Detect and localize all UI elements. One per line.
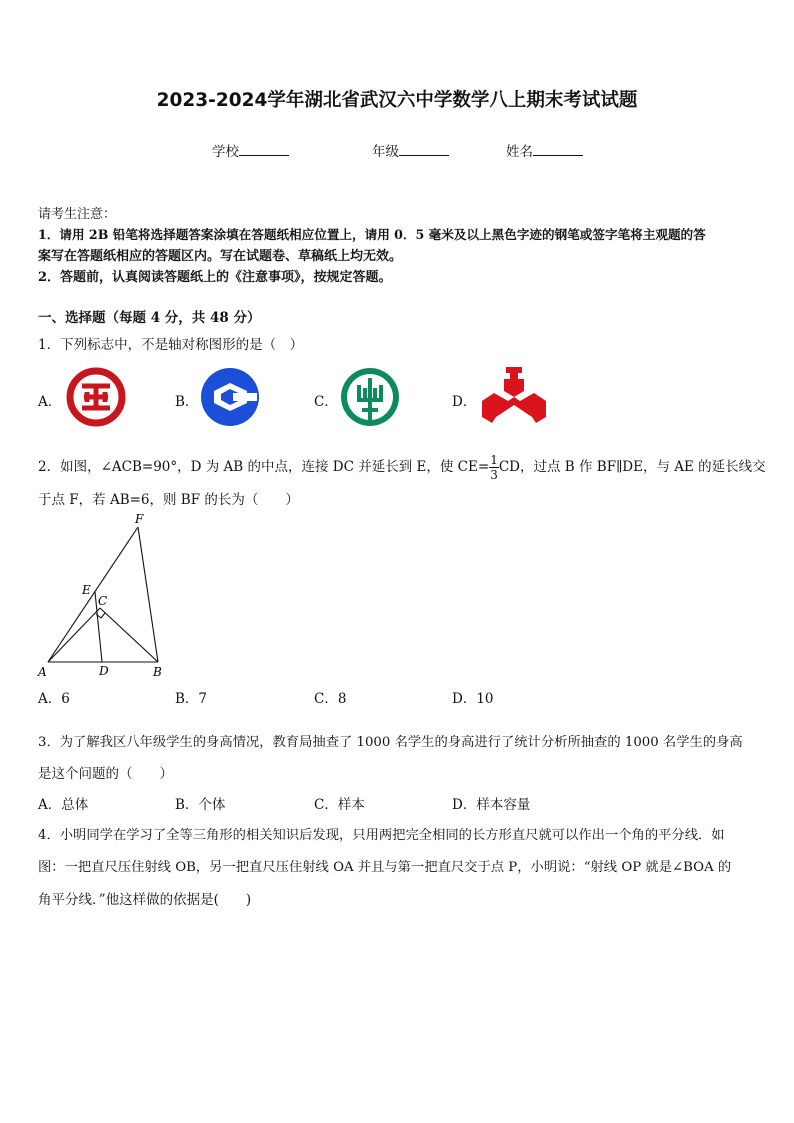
notice-line-1b: 案写在答题纸相应的答题区内。写在试题卷、草稿纸上均无效。 [38,249,403,264]
label-c: C [98,594,108,608]
school-label: 学校 [212,144,239,160]
q3-option-c[interactable]: C．样本 [314,797,365,813]
q2-option-c[interactable]: C．8 [314,691,347,707]
bocom-logo-icon [478,363,550,429]
page-title: 2023-2024学年湖北省武汉六中学数学八上期末考试试题 [156,90,638,111]
q2-option-a[interactable]: A．6 [38,691,70,707]
name-field [506,140,583,160]
q3-option-a[interactable]: A．总体 [38,797,89,813]
q1-stem: 1．下列标志中，不是轴对称图形的是（ ） [38,337,304,353]
q4-line-1: 4．小明同学在学习了全等三角形的相关知识后发现，只用两把完全相同的长方形直尺就可以作出一个角的平分线．如 [38,828,725,843]
icbc-logo-icon [63,367,129,427]
q3-stem-b: 是这个问题的（ ） [38,766,173,782]
q2-stem-c: 于点 F，若 AB=6，则 BF 的长为（ ） [38,492,299,508]
label-a: A [38,665,47,679]
q4-line-2: 图：一把直尺压住射线 OB，另一把直尺压住射线 OA 并且与第一把直尺交于点 P，小明说：“射线 OP 就是∠BOA 的 [38,860,732,875]
q1-option-a[interactable]: A． [38,394,62,410]
name-blank[interactable] [533,143,583,156]
q3-option-b[interactable]: B．个体 [175,797,226,813]
label-d: D [99,664,109,678]
q2-fraction [489,453,499,482]
q2-fraction-numerator: 1 [490,453,498,467]
q1-option-b[interactable]: B． [175,394,199,410]
label-f: F [135,512,144,526]
q3-option-d[interactable]: D．样本容量 [452,797,531,813]
school-blank[interactable] [239,143,289,156]
school-field [212,140,289,160]
q4-line-3: 角平分线．”他这样做的依据是( ) [38,892,252,908]
q3-stem-a: 3．为了解我区八年级学生的身高情况，教育局抽查了 1000 名学生的身高进行了统计分析所抽查的 1000 名学生的身高 [38,735,743,750]
q2-stem-b: CD，过点 B 作 BF∥DE，与 AE 的延长线交 [498,459,766,475]
ccb-logo-icon [199,367,261,427]
q2-fraction-denominator: 3 [490,468,498,482]
label-e: E [82,583,91,597]
notice-heading: 请考生注意： [38,207,117,222]
name-label: 姓名 [506,144,533,160]
q2-option-d[interactable]: D．10 [452,691,494,707]
q1-option-d[interactable]: D． [452,394,477,410]
notice-line-2: 2．答题前，认真阅读答题纸上的《注意事项》，按规定答题。 [38,270,392,285]
q2-option-b[interactable]: B．7 [175,691,208,707]
grade-field [372,140,449,160]
q2-stem-a: 2．如图，∠ACB=90°，D 为 AB 的中点，连接 DC 并延长到 E，使 CE= [38,459,490,475]
notice-line-1a: 1．请用 2B 铅笔将选择题答案涂填在答题纸相应位置上，请用 0．5 毫米及以上黑色字迹的钢笔或签字笔将主观题的答 [38,227,706,242]
grade-label: 年级 [372,144,399,160]
q1-option-c[interactable]: C． [314,394,338,410]
label-b: B [153,665,162,679]
section-heading: 一、选择题（每题 4 分，共 48 分） [38,310,261,326]
abc-logo-icon [338,366,402,428]
q2-triangle-figure [34,510,174,682]
grade-blank[interactable] [399,143,449,156]
q2-stem-part1 [38,453,766,482]
